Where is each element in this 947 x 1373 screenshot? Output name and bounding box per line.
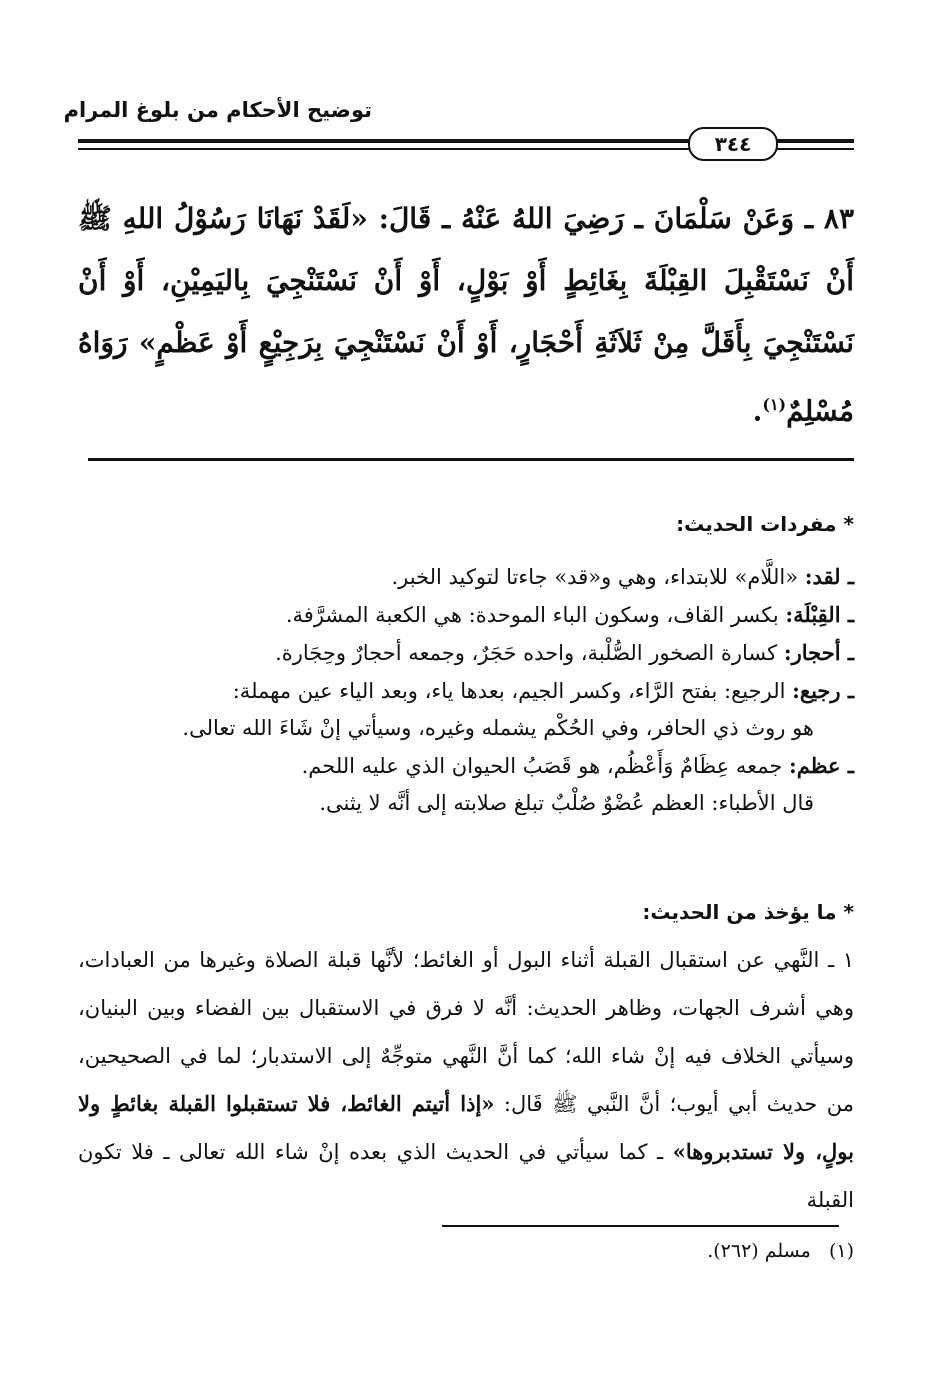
- running-header-title: توضيح الأحكام من بلوغ المرام: [63, 98, 372, 122]
- hadith-body: وَعَنْ سَلْمَانَ ـ رَضِيَ اللهُ عَنْهُ ـ قَالَ: «لَقَدْ نَهَانَا رَسُوْلُ اللهِ ﷺ أَنْ نَسْتَقْبِلَ القِبْلَةَ بِغَائِطٍ أَوْ بَوْلٍ، أَوْ أَنْ نَسْتَنْجِيَ بِاليَمِيْنِ، أَوْ أَنْ نَسْتَنْجِيَ بِأَقَلَّ مِنْ ثَلاَثَةِ أَحْجَارٍ، أَوْ أَنْ نَسْتَنْجِيَ بِرَجِيْعٍ أَوْ عَظْمٍ» رَوَاهُ مُسْلِمٌ: [78, 202, 854, 428]
- prophetic-quote: «إذا أتيتم الغائط، فلا تستقبلوا القبلة بغائطٍ ولا بولٍ، ولا تستدبروها»: [78, 1091, 854, 1164]
- vocab-list: [90, 558, 854, 878]
- vocab-item: [90, 672, 854, 710]
- vocab-term: ـ لقد:: [804, 564, 854, 589]
- footnote-ref[interactable]: (١): [762, 395, 787, 414]
- vocab-continuation: قال الأطباء: العظم عُضْوٌ صُلْبٌ تبلغ صلابته إلى أنَّه لا يثنى.: [319, 791, 814, 815]
- vocab-item: [90, 747, 854, 785]
- vocab-item: [90, 596, 854, 634]
- vocab-term: ـ عظم:: [789, 753, 854, 778]
- page-number-badge: ٣٤٤: [688, 127, 778, 161]
- vocab-definition: كسارة الصخور الصُّلْبة، واحده حَجَرٌ، وجمعه أحجارٌ وحِجَارة.: [275, 641, 778, 665]
- vocab-term: ـ رجيع:: [792, 678, 854, 703]
- footnote: [78, 1240, 854, 1270]
- hadith-number: ٨٣ ـ: [804, 202, 854, 235]
- vocab-definition: «اللَّام» للابتداء، وهي و«قد» جاءتا لتوكيد الخبر.: [391, 565, 799, 589]
- vocab-definition: الرجيع: بفتح الرَّاء، وكسر الجيم، بعدها ياء، وبعد الياء عين مهملة:: [232, 679, 786, 703]
- vocab-item: [90, 634, 854, 672]
- vocab-definition: بكسر القاف، وسكون الباء الموحدة: هي الكعبة المشرَّفة.: [285, 603, 779, 627]
- vocab-item: [90, 558, 854, 596]
- hadith-end: .: [752, 394, 763, 428]
- footnote-text: مسلم (٢٦٢).: [707, 1240, 811, 1262]
- footnote-divider: [442, 1225, 839, 1227]
- lesson-text-part-b: ـ كما سيأتي في الحديث الذي بعده إنْ شاء الله تعالى ـ فلا تكون القبلة: [78, 1140, 854, 1212]
- lessons-text: [78, 936, 854, 1221]
- section-divider: [88, 458, 854, 461]
- vocab-definition: جمعه عِظَامٌ وَأَعْظُم، هو قَصَبُ الحيوان الذي عليه اللحم.: [301, 754, 783, 778]
- vocab-term: ـ القِبْلَة:: [785, 602, 854, 627]
- vocab-continuation: هو روث ذي الحافر، وفي الحُكْم يشمله وغيره، وسيأتي إنْ شَاءَ الله تعالى.: [182, 716, 814, 740]
- footnote-marker: (١): [828, 1240, 854, 1262]
- vocab-term: ـ أحجار:: [783, 640, 854, 665]
- lesson-text-part-a: ١ ـ النَّهي عن استقبال القبلة أثناء البول أو الغائط؛ لأنَّها قبلة الصلاة وغيرها من العبادات، وهي أشرف الجهات، وظاهر الحديث: أنَّه لا فرق في الاستقبال بين الفضاء وبين البنيان، وسيأتي الخلاف فيه إنْ شاء الله؛ كما أنَّ النَّهي متوجِّهٌ إلى الاستدبار؛ لما في الصحيحين، من حديث أبي أيوب؛ أنَّ النَّبي ﷺ قَال:: [78, 948, 854, 1116]
- vocab-heading: * مفردات الحديث:: [676, 512, 854, 536]
- hadith-text: [78, 188, 854, 448]
- lessons-heading: * ما يؤخذ من الحديث:: [642, 900, 854, 924]
